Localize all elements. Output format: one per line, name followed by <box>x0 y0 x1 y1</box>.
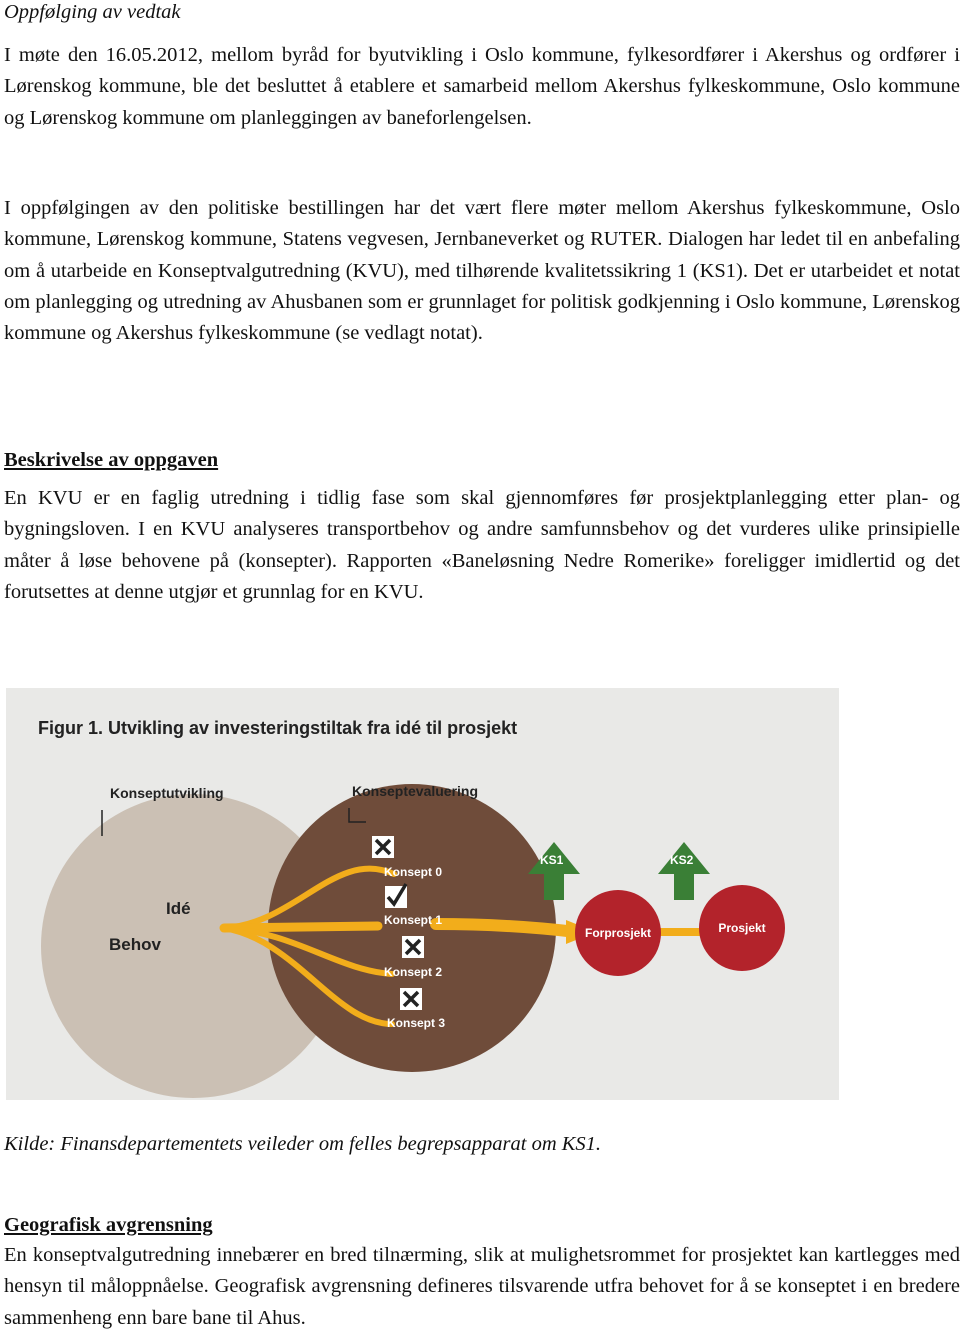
figure-title: Figur 1. Utvikling av investeringstiltak fra idé til prosjekt <box>38 718 518 738</box>
paragraph-geografisk: En konseptvalgutredning innebærer en bred tilnærming, slik at mulighetsrommet for prosjektet kan kartlegges med hensyn til måloppnåelse. Geografisk avgrensning defineres tilsvarende utfra behovet for å se konseptet i en bredere sammenheng enn bare bane til Ahus. <box>4 1244 960 1329</box>
heading-beskrivelse: Beskrivelse av oppgaven <box>4 449 219 471</box>
paragraph-kvu: En KVU er en faglig utredning i tidlig fase som skal gjennomføres før prosjektplanlegging etter plan- og bygningsloven. I en KVU analyseres transportbehov og andre samfunnsbehov og det vurderes ulike prinsipielle måter å løse behovene på (konsepter). Rapporten «Baneløsning Nedre Romerike» foreligger imidlertid og det forutsettes at denne utgjør et grunnlag for en KVU. <box>4 487 960 603</box>
ks1-label: KS1 <box>540 853 564 867</box>
heading-geografisk: Geografisk avgrensning <box>4 1214 213 1236</box>
section-title-oppfolging: Oppfølging av vedtak <box>4 1 181 23</box>
label-forprosjekt: Forprosjekt <box>584 926 652 940</box>
label-ide: Idé <box>166 899 191 918</box>
ks2-label: KS2 <box>670 853 694 867</box>
figure-caption: Kilde: Finansdepartementets veileder om felles begrepsapparat om KS1. <box>4 1133 602 1155</box>
label-konseptutvikling: Konseptutvikling <box>110 785 224 801</box>
konsept-0-label: Konsept 0 <box>384 865 443 879</box>
label-behov: Behov <box>109 935 161 954</box>
paragraph-dialogue: I oppfølgingen av den politiske bestillingen har det vært flere møter mellom Akershus fylkeskommune, Oslo kommune, Lørenskog kommune, Statens vegvesen, Jernbaneverket og RUTER. Dialogen har ledet til en anbefaling om å utarbeide en Konseptvalgutredning (KVU), med tilhørende kvalitetssikring 1 (KS1). Det er utarbeidet et notat om planlegging og utredning av Ahusbanen som er grunnlaget for politisk godkjenning i Oslo kommune, Lørenskog kommune og Akershus fylkeskommune (se vedlagt notat). <box>4 197 960 345</box>
konsept-3-label: Konsept 3 <box>387 1016 446 1030</box>
paragraph-meeting: I møte den 16.05.2012, mellom byråd for byutvikling i Oslo kommune, fylkesordfører i Akershus og ordfører i Lørenskog kommune, ble det besluttet å etablere et samarbeid mellom Akershus fylkeskommune, Oslo kommune og Lørenskog kommune om planleggingen av baneforlengelsen. <box>4 44 960 129</box>
konsept-1-label: Konsept 1 <box>384 913 443 927</box>
konsept-2-label: Konsept 2 <box>384 965 443 979</box>
label-prosjekt: Prosjekt <box>718 921 766 935</box>
label-konseptevaluering: Konseptevaluering <box>352 783 479 799</box>
figure-investment-development <box>6 688 839 1100</box>
